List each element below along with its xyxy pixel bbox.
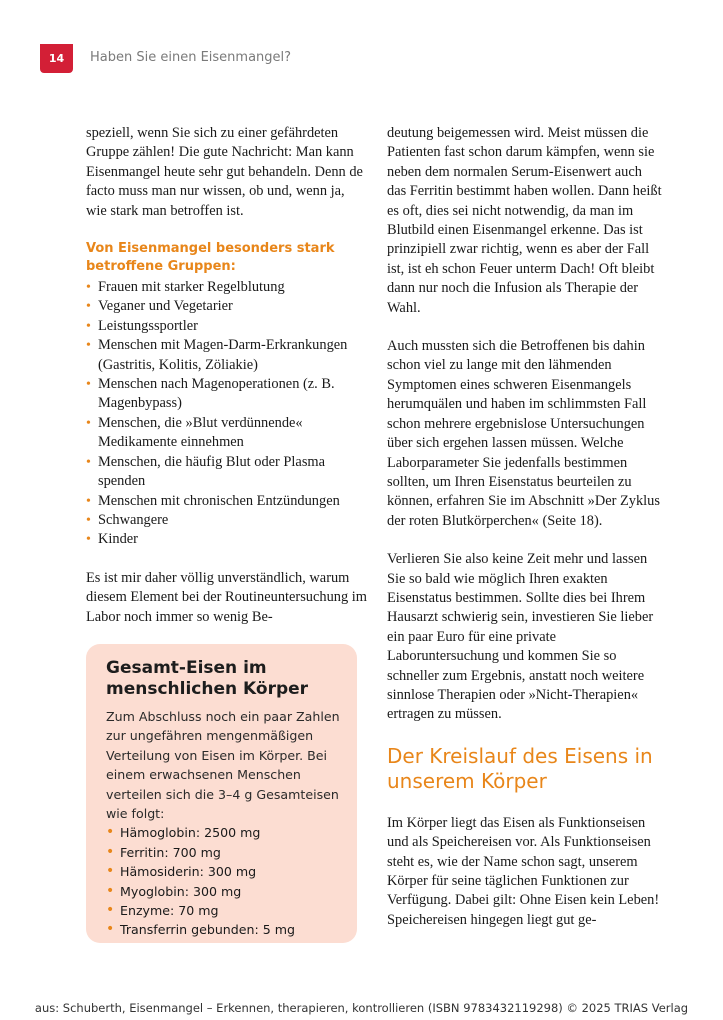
iron-distribution-list — [106, 823, 341, 939]
list-heading: Von Eisenmangel besonders stark betroffene Gruppen: — [86, 241, 335, 275]
body-paragraph: Es ist mir daher völlig unverständlich, warum diesem Element bei der Routineuntersuchung im Labor noch immer so wenig Be- — [86, 569, 367, 625]
list-item: • Enzyme: 70 mg — [106, 901, 341, 920]
list-item: • Veganer und Vegetarier — [86, 297, 368, 316]
info-box-intro: Zum Abschluss noch ein paar Zahlen zur ungefähren mengenmäßigen Verteilung von Eisen im Körper. Bei einem erwachsenen Menschen verteilen sich die 3–4 g Gesamteisen wie folgt: — [106, 709, 340, 822]
list-item: • Menschen nach Magenoperationen (z. B. Magenbypass) — [86, 375, 368, 414]
running-title: Haben Sie einen Eisenmangel? — [90, 50, 292, 65]
list-item: • Transferrin gebunden: 5 mg — [106, 920, 341, 939]
body-paragraph: Im Körper liegt das Eisen als Funktionseisen und als Speichereisen vor. Als Funktionseisen steht es, wie der Name schon sagt, unserem Körper für seine täglichen Funktionen zur Verfügung. Dabei gilt: Ohne Eisen kein Leben! Speichereisen hingegen liegt gut ge- — [387, 814, 660, 928]
list-item: • Schwangere — [86, 511, 368, 530]
body-paragraph: Auch mussten sich die Betroffenen bis dahin schon viel zu lange mit den lähmenden Symptomen eines schweren Eisenmangels herumquälen und haben im schlimmsten Fall schon mehrere ergebnislose Untersuchungen über sich ergehen lassen müssen. Welche Laborparameter Sie jedenfalls bestimmen sollten, um Ihren Eisenstatus beurteilen zu können, erfahren Sie im Abschnitt »Der Zyklus der roten Blutkörperchen« (Seite 18). — [387, 338, 660, 529]
left-column — [86, 124, 368, 646]
info-box-title: Gesamt-Eisen im menschlichen Körper — [106, 658, 309, 699]
info-box — [86, 644, 357, 943]
body-paragraph: deutung beigemessen wird. Meist müssen die Patienten fast schon darum kämpfen, wenn sie neben dem normalen Serum-Eisenwert auch das Ferritin bestimmt haben wollen. Dann heißt es oft, dies sei nicht notwendig, da man im Blutbild einen Eisenmangel erkenne. Das ist prinzipiell zwar richtig, wenn es aber der Fall ist, ist eh schon Feuer unterm Dach! Oft bleibt dann nur noch die Infusion als Therapie der Wahl. — [387, 125, 662, 316]
section-heading: Der Kreislauf des Eisens in unserem Körper — [387, 743, 653, 793]
list-item: • Menschen, die häufig Blut oder Plasma spenden — [86, 453, 368, 492]
list-item: • Kinder — [86, 530, 368, 549]
risk-groups-list — [86, 278, 368, 550]
page-number-badge: 14 — [40, 44, 73, 73]
list-item: • Menschen, die »Blut verdünnende« Medikamente einnehmen — [86, 414, 368, 453]
body-paragraph: speziell, wenn Sie sich zu einer gefährdeten Gruppe zählen! Die gute Nachricht: Man kann Eisenmangel heute sehr gut behandeln. Denn de facto muss man nur wissen, ob und, wenn ja, wie stark man betroffen ist. — [86, 125, 363, 219]
list-item: • Myoglobin: 300 mg — [106, 882, 341, 901]
list-item: • Ferritin: 700 mg — [106, 843, 341, 862]
list-item: • Leistungssportler — [86, 317, 368, 336]
list-item: • Menschen mit Magen-Darm-Erkrankungen (Gastritis, Kolitis, Zöliakie) — [86, 336, 368, 375]
list-item: • Hämosiderin: 300 mg — [106, 862, 341, 881]
list-item: • Frauen mit starker Regelblutung — [86, 278, 368, 297]
list-item: • Menschen mit chronischen Entzündungen — [86, 492, 368, 511]
right-column — [387, 124, 662, 949]
source-footer: aus: Schuberth, Eisenmangel – Erkennen, therapieren, kontrollieren (ISBN 9783432119298) © 2025 TRIAS Verlag — [34, 1001, 689, 1015]
body-paragraph: Verlieren Sie also keine Zeit mehr und lassen Sie so bald wie möglich Ihren exakten Eisenstatus bestimmen. Sollte dies bei Ihrem Hausarzt schwierig sein, investieren Sie lieber ein paar Euro für eine private Laboruntersuchung und kommen Sie so schneller zum Ergebnis, anstatt noch weitere sinnlose Therapien oder »Nicht-Therapien« ertragen zu müssen. — [387, 551, 654, 723]
list-item: • Hämoglobin: 2500 mg — [106, 823, 341, 842]
